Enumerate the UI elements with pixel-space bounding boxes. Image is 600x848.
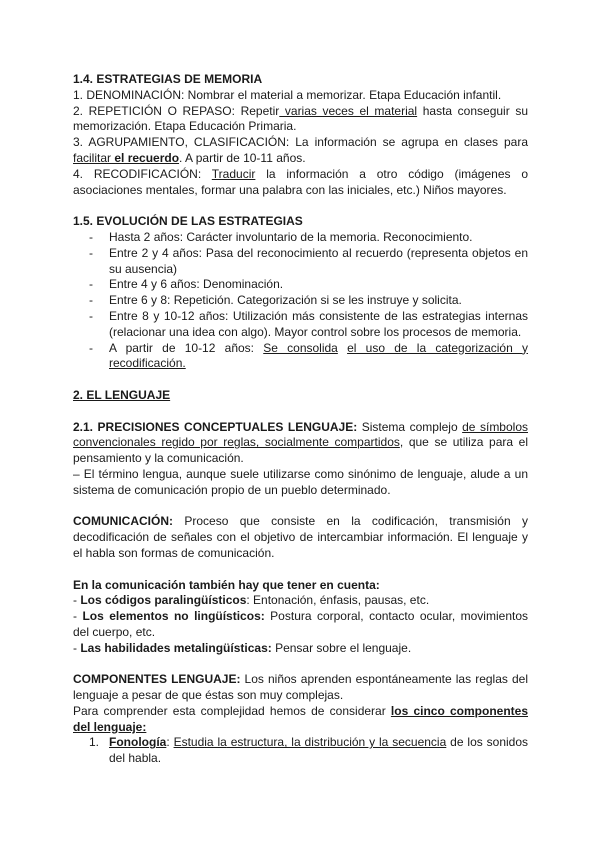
comunicacion-paragraph: [73, 514, 528, 561]
strategy-2-label: 2. REPETICIÓN O REPASO: Repetir: [73, 103, 280, 118]
section-1-4-heading: 1.4. ESTRATEGIAS DE MEMORIA: [73, 72, 263, 86]
metalinguistic-line: [73, 641, 528, 657]
list-item-space: [338, 341, 347, 355]
dash-marker: -: [89, 229, 93, 244]
strategy-3-rest: . A partir de 10-11 años.: [179, 150, 306, 165]
strategy-3-bold: el recuerdo: [111, 150, 180, 165]
dash-marker: -: [89, 340, 93, 355]
fonologia-underlined-2: estructura, la distribución y la secuencia: [226, 735, 447, 750]
section-1-5-heading: 1.5. EVOLUCIÓN DE LAS ESTRATEGIAS: [73, 214, 303, 229]
paralinguistic-line: [73, 593, 528, 609]
components-list: [73, 735, 528, 767]
lengua-note: – El término lengua, aunque suele utilizarse como sinónimo de lenguaje, alude a un sistema de comunicación propio de un pueblo determinado.: [73, 466, 528, 497]
number-marker: 1.: [89, 735, 100, 750]
strategy-2-rest: hasta conseguir su memorización. Etapa Educación Primaria.: [73, 103, 529, 134]
comunicacion-heading: COMUNICACIÓN:: [73, 514, 173, 529]
section-2-1-underlined: de símbolos convencionales regido por reglas, socialmente compartidos: [73, 419, 528, 450]
section-2-heading: 2. EL LENGUAJE: [73, 387, 171, 402]
list-item-text: Entre 2 y 4 años: Pasa del reconocimiento al recuerdo (representa objetos en su ausencia): [109, 245, 528, 276]
memory-strategy-3: [73, 135, 528, 167]
strategy-3-underlined: facilitar: [73, 150, 112, 165]
list-item: [73, 735, 528, 767]
memory-strategy-1: 1. DENOMINACIÓN: Nombrar el material a memorizar. Etapa Educación infantil.: [73, 87, 502, 102]
memory-strategy-4: [73, 167, 528, 199]
list-item-text: Hasta 2 años: Carácter involuntario de la memoria. Reconocimiento.: [109, 229, 473, 244]
dash-marker: -: [89, 293, 93, 308]
list-item-text: Entre 6 y 8: Repetición. Categorización si se les instruye y solicita.: [109, 293, 462, 308]
line-dash: -: [73, 640, 81, 655]
list-item: [73, 246, 528, 278]
section-2-1-rest: , que se utiliza para el pensamiento y la comunicación.: [73, 435, 528, 466]
list-item: [73, 309, 528, 341]
line-bold: Los elementos no lingüísticos:: [82, 609, 265, 624]
strategy-3-label: 3. AGRUPAMIENTO, CLASIFICACIÓN: La información se agrupa en clases para: [73, 135, 528, 150]
list-item-text: Entre 4 y 6 años: Denominación.: [109, 277, 284, 292]
line-bold: Los códigos paralingüísticos: [80, 593, 247, 608]
line-dash: -: [73, 609, 83, 624]
list-item-underlined: Se consolida: [263, 340, 338, 355]
componentes-text-2: Para comprender esta complejidad hemos de considerar: [73, 703, 391, 718]
section-2-1-heading: 2.1. PRECISIONES CONCEPTUALES LENGUAJE:: [73, 419, 358, 434]
fonologia-term: Fonología: [109, 735, 167, 750]
line-dash: -: [73, 593, 81, 608]
fonologia-rest: de los sonidos del habla.: [109, 735, 529, 766]
strategy-4-underlined: Traducir: [211, 166, 256, 181]
document-page: [73, 72, 528, 767]
strategy-2-underlined: varias veces el material: [279, 103, 418, 118]
list-item: [73, 341, 528, 373]
line-text: : Entonación, énfasis, pausas, etc.: [246, 593, 430, 608]
five-components-bold: los cinco componentes del lenguaje:: [73, 703, 529, 734]
list-item: [73, 277, 528, 293]
section-2-1-text: Sistema complejo: [357, 419, 463, 434]
evolution-list: [73, 230, 528, 372]
componentes-paragraph-2: [73, 704, 528, 736]
componentes-text: Los niños aprenden espontáneamente las reglas del lenguaje a pesar de que éstas son muy complejas.: [73, 672, 528, 703]
line-bold: Las habilidades metalingüísticas:: [80, 640, 272, 655]
comunicacion-text: Proceso que consiste en la codificación, transmisión y decodificación de señales con el objetivo de intercambiar información. El lenguaje y el habla son formas de comunicación.: [73, 514, 528, 560]
line-text: Postura corporal, contacto ocular, movimientos del cuerpo, etc.: [73, 609, 528, 639]
list-item-text: Entre 8 y 10-12 años: Utilización más consistente de las estrategias internas (relacionar una idea con algo). Mayor control sobre los procesos de memoria.: [109, 308, 528, 339]
componentes-heading: COMPONENTES LENGUAJE:: [73, 672, 241, 687]
list-item-underlined: el uso de la categorización y recodificación.: [109, 340, 528, 371]
list-item-text: A partir de 10-12 años:: [109, 340, 264, 355]
componentes-paragraph: [73, 672, 528, 704]
dash-marker: -: [89, 245, 93, 260]
dash-marker: -: [89, 277, 93, 292]
list-item: [73, 230, 528, 246]
dash-marker: -: [89, 308, 93, 323]
section-2-1-paragraph: [73, 420, 528, 467]
fonologia-underlined-1: Estudia la: [173, 735, 227, 750]
list-item: [73, 293, 528, 309]
colon: :: [166, 735, 174, 750]
memory-strategy-2: [73, 104, 528, 136]
strategy-4-rest: la información a otro código (imágenes o asociaciones mentales, formar una palabra con las iniciales, etc.) Niños mayores.: [73, 166, 528, 197]
nonlinguistic-line: [73, 609, 528, 641]
strategy-4-label: 4. RECODIFICACIÓN:: [73, 166, 212, 181]
communication-also-heading: En la comunicación también hay que tener en cuenta:: [73, 577, 380, 592]
line-text: Pensar sobre el lenguaje.: [271, 640, 412, 655]
